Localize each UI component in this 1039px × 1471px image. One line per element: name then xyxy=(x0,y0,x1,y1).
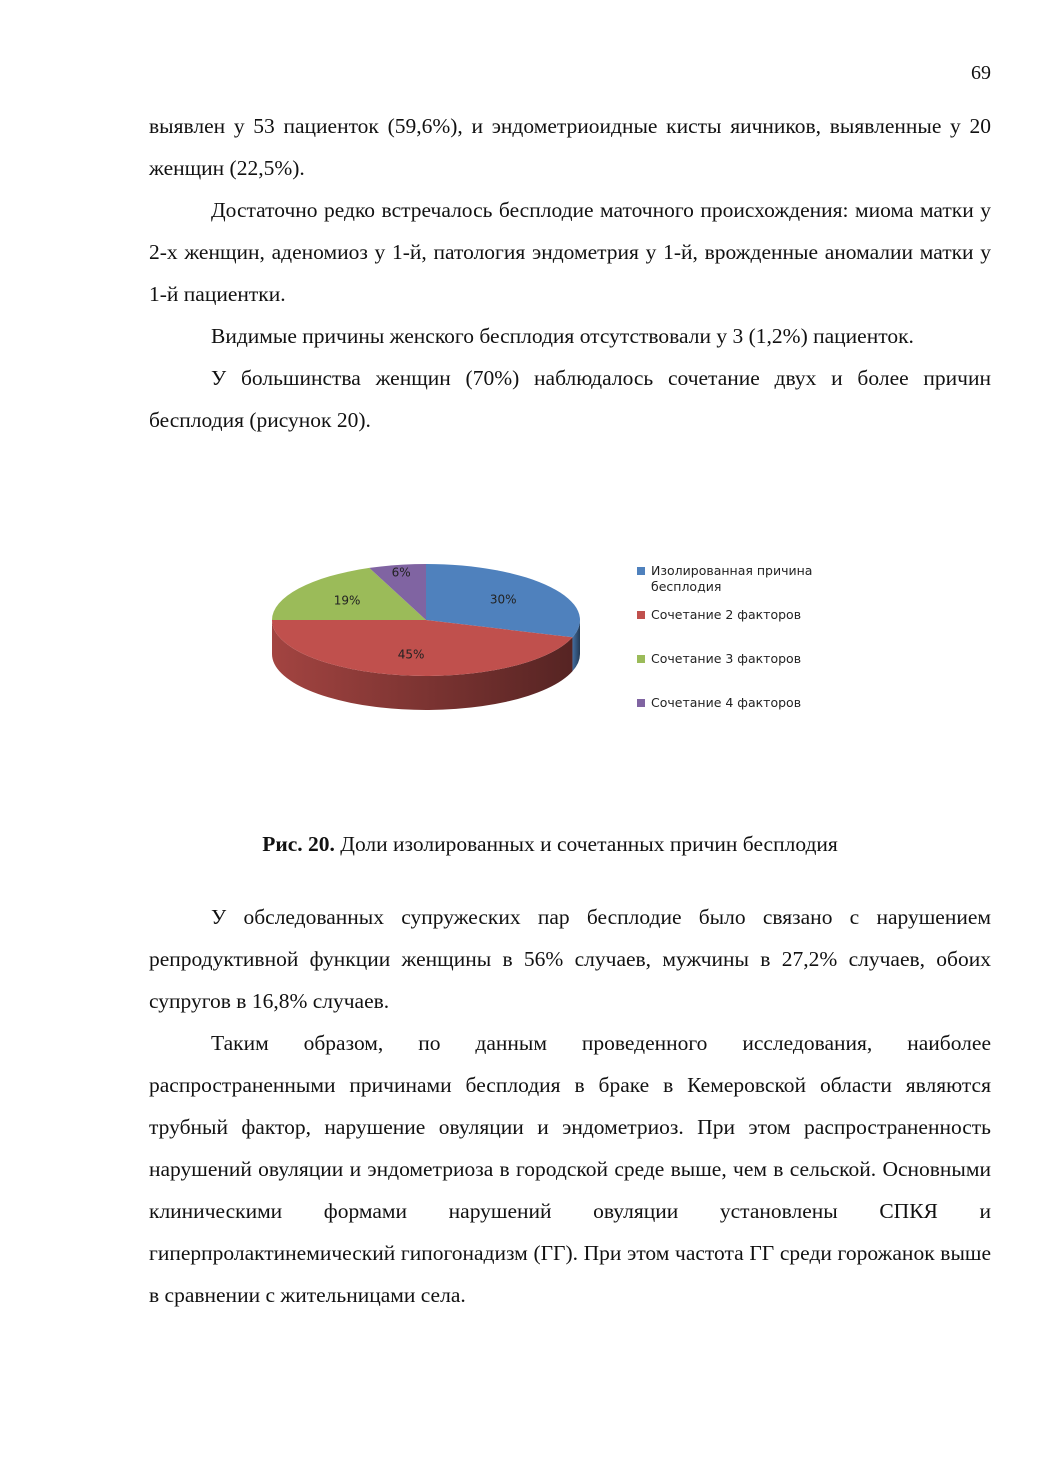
paragraph: У обследованных супружеских пар бесплодие было связано с нарушением репродуктивной функции женщины в 56% случаев, мужчины в 27,2% случаев, обоих супругов в 16,8% случаев. xyxy=(149,905,991,1013)
data-label: 19% xyxy=(333,593,361,608)
legend-item xyxy=(637,651,867,667)
data-label: 30% xyxy=(489,592,517,607)
legend-label: Сочетание 2 факторов xyxy=(651,607,802,622)
paragraph: У большинства женщин (70%) наблюдалось сочетание двух и более причин бесплодия (рисунок 20). xyxy=(149,366,991,432)
caption-text: Доли изолированных и сочетанных причин бесплодия xyxy=(334,832,838,856)
caption-prefix: Рис. 20. xyxy=(262,832,335,856)
data-label: 6% xyxy=(391,565,411,580)
paragraph: Достаточно редко встречалось бесплодие маточного происхождения: миома матки у 2-х женщин, аденомиоз у 1-й, патология эндометрия у 1-й, врожденные аномалии матки у 1-й пациентки. xyxy=(149,198,991,306)
legend-item xyxy=(637,695,867,711)
legend-swatch xyxy=(637,567,645,575)
figure-caption xyxy=(0,832,1039,857)
legend-label: Изолированная причина бесплодия xyxy=(651,563,813,594)
legend-item xyxy=(637,563,867,595)
paragraph: Таким образом, по данным проведенного исследования, наиболее распространенными причинами бесплодия в браке в Кемеровской области являются трубный фактор, нарушение овуляции и эндометриоз. При этом распространенность нарушений овуляции и эндометриоза в городской среде выше, чем в сельской. Основными клиническими формами нарушений овуляции установлены СПКЯ и гиперпролактинемический гипогонадизм (ГГ). При этом частота ГГ среди горожанок выше в сравнении с жительницами села. xyxy=(149,1031,991,1307)
legend-swatch xyxy=(637,655,645,663)
legend-label: Сочетание 3 факторов xyxy=(651,651,802,666)
paragraph: Видимые причины женского бесплодия отсутствовали у 3 (1,2%) пациенток. xyxy=(211,324,914,348)
legend-label: Сочетание 4 факторов xyxy=(651,695,802,710)
page-number: 69 xyxy=(971,62,991,84)
body-text-bottom xyxy=(149,896,991,1316)
legend-swatch xyxy=(637,699,645,707)
legend-item xyxy=(637,607,867,623)
data-label: 45% xyxy=(397,647,425,662)
paragraph: выявлен у 53 пациенток (59,6%), и эндометриоидные кисты яичников, выявленные у 20 женщин (22,5%). xyxy=(149,114,991,180)
legend-swatch xyxy=(637,611,645,619)
body-text-top xyxy=(149,105,991,441)
